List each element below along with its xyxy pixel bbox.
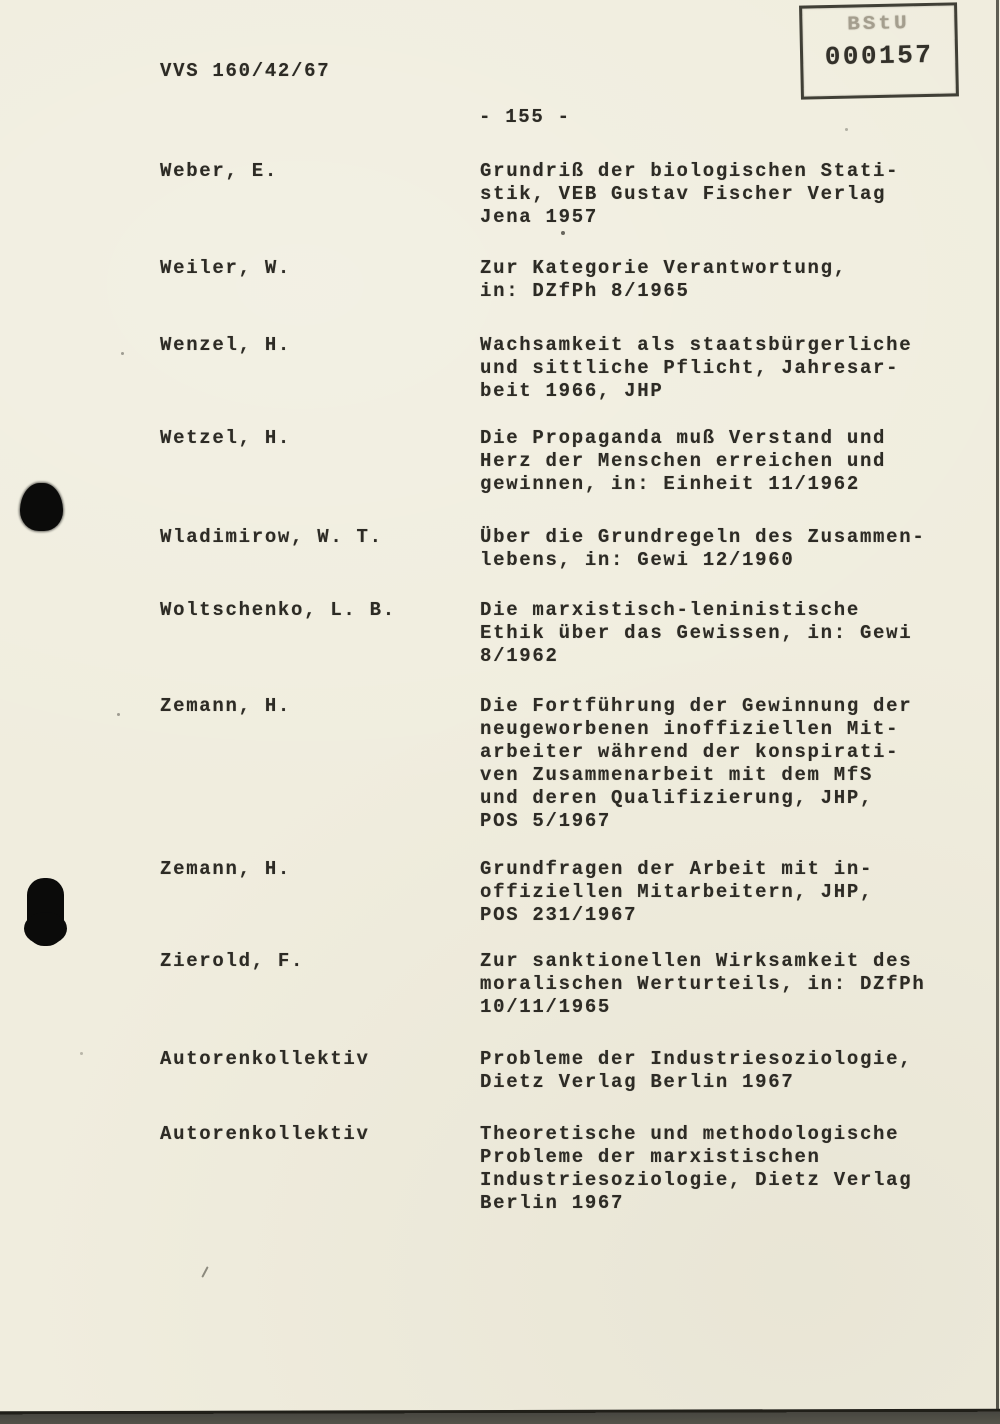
bib-entry: [160, 695, 950, 833]
bib-title-line: in: DZfPh 8/1965: [480, 280, 690, 302]
bib-entry: [160, 1123, 950, 1215]
bib-title-line: ven Zusammenarbeit mit dem MfS: [480, 764, 874, 786]
bib-title: [480, 858, 950, 927]
bib-author: Wetzel, H.: [160, 427, 292, 449]
bib-author: Zierold, F.: [160, 950, 305, 972]
bib-title-line: 10/11/1965: [480, 996, 612, 1018]
bib-title-line: Zur sanktionellen Wirksamkeit des: [480, 950, 913, 972]
stamp-page-number: 000157: [824, 39, 934, 73]
bib-title-line: stik, VEB Gustav Fischer Verlag: [480, 183, 887, 205]
bib-title-line: Ethik über das Gewissen, in: Gewi: [480, 622, 913, 644]
bib-title-line: Theoretische und methodologische: [480, 1123, 900, 1145]
paper-speck: [561, 231, 565, 235]
bib-entry: [160, 427, 950, 496]
bib-title-line: neugeworbenen inoffiziellen Mit-: [480, 718, 900, 740]
bib-author: Zemann, H.: [160, 695, 292, 717]
bib-title-line: Jena 1957: [480, 206, 598, 228]
bib-title: [480, 1123, 950, 1215]
bib-entry: [160, 599, 950, 668]
bib-title-line: und deren Qualifizierung, JHP,: [480, 787, 874, 809]
ink-blot-top: [20, 483, 63, 531]
bib-title: [480, 1048, 950, 1094]
paper-speck: [80, 1052, 83, 1055]
bib-title-line: Wachsamkeit als staatsbürgerliche: [480, 334, 913, 356]
bib-title: [480, 950, 950, 1019]
bib-title-line: Grundriß der biologischen Stati-: [480, 160, 900, 182]
bib-title-line: Probleme der Industriesoziologie,: [480, 1048, 913, 1070]
bib-entry: [160, 257, 950, 303]
bib-title-line: Probleme der marxistischen: [480, 1146, 821, 1168]
bib-title: [480, 257, 950, 303]
bib-author: Autorenkollektiv: [160, 1048, 370, 1070]
bib-title: [480, 334, 950, 403]
bib-title: [480, 695, 950, 833]
bib-title-line: Zur Kategorie Verantwortung,: [480, 257, 847, 279]
bib-title-line: arbeiter während der konspirati-: [480, 741, 900, 763]
page-number: - 155 -: [479, 106, 571, 128]
bib-title-line: 8/1962: [480, 645, 559, 667]
bib-entry: [160, 1048, 950, 1094]
bib-author: Woltschenko, L. B.: [160, 599, 396, 621]
scan-edge-bottom: [0, 1409, 1000, 1424]
paper-speck: [117, 713, 120, 716]
bib-title-line: gewinnen, in: Einheit 11/1962: [480, 473, 860, 495]
bib-title-line: Die Propaganda muß Verstand und: [480, 427, 887, 449]
bib-title: [480, 160, 950, 229]
stamp-agency-label: BStU: [847, 13, 910, 36]
bib-title-line: Industriesoziologie, Dietz Verlag: [480, 1169, 913, 1191]
bib-title-line: POS 231/1967: [480, 904, 638, 926]
bib-title-line: Die marxistisch-leninistische: [480, 599, 860, 621]
bib-title-line: Dietz Verlag Berlin 1967: [480, 1071, 795, 1093]
bib-author: Zemann, H.: [160, 858, 292, 880]
bib-entry: [160, 858, 950, 927]
bib-entry: [160, 334, 950, 403]
bib-title-line: POS 5/1967: [480, 810, 612, 832]
bib-author: Wladimirow, W. T.: [160, 526, 383, 548]
bib-title-line: offiziellen Mitarbeitern, JHP,: [480, 881, 874, 903]
bib-author: Wenzel, H.: [160, 334, 292, 356]
bib-title: [480, 599, 950, 668]
paper-speck: [121, 352, 124, 355]
bib-title-line: Grundfragen der Arbeit mit in-: [480, 858, 874, 880]
bib-entry: [160, 160, 950, 229]
bib-title: [480, 526, 950, 572]
bib-title: [480, 427, 950, 496]
bib-author: Autorenkollektiv: [160, 1123, 370, 1145]
bib-title-line: beit 1966, JHP: [480, 380, 664, 402]
bib-title-line: Berlin 1967: [480, 1192, 625, 1214]
bstu-archive-stamp: [799, 2, 959, 99]
bib-author: Weber, E.: [160, 160, 278, 182]
bib-title-line: und sittliche Pflicht, Jahresar-: [480, 357, 900, 379]
bib-title-line: Über die Grundregeln des Zusammen-: [480, 526, 926, 548]
bib-title-line: Herz der Menschen erreichen und: [480, 450, 887, 472]
bib-title-line: lebens, in: Gewi 12/1960: [480, 549, 795, 571]
ink-blot-bottom: [27, 878, 64, 946]
paper-speck: [201, 1266, 208, 1278]
bib-title-line: moralischen Werturteils, in: DZfPh: [480, 973, 926, 995]
bib-entry: [160, 950, 950, 1019]
bib-title-line: Die Fortführung der Gewinnung der: [480, 695, 913, 717]
bib-entry: [160, 526, 950, 572]
classification-number: VVS 160/42/67: [160, 60, 331, 82]
paper-speck: [845, 128, 848, 131]
scan-edge-right: [996, 0, 999, 1424]
bib-author: Weiler, W.: [160, 257, 292, 279]
